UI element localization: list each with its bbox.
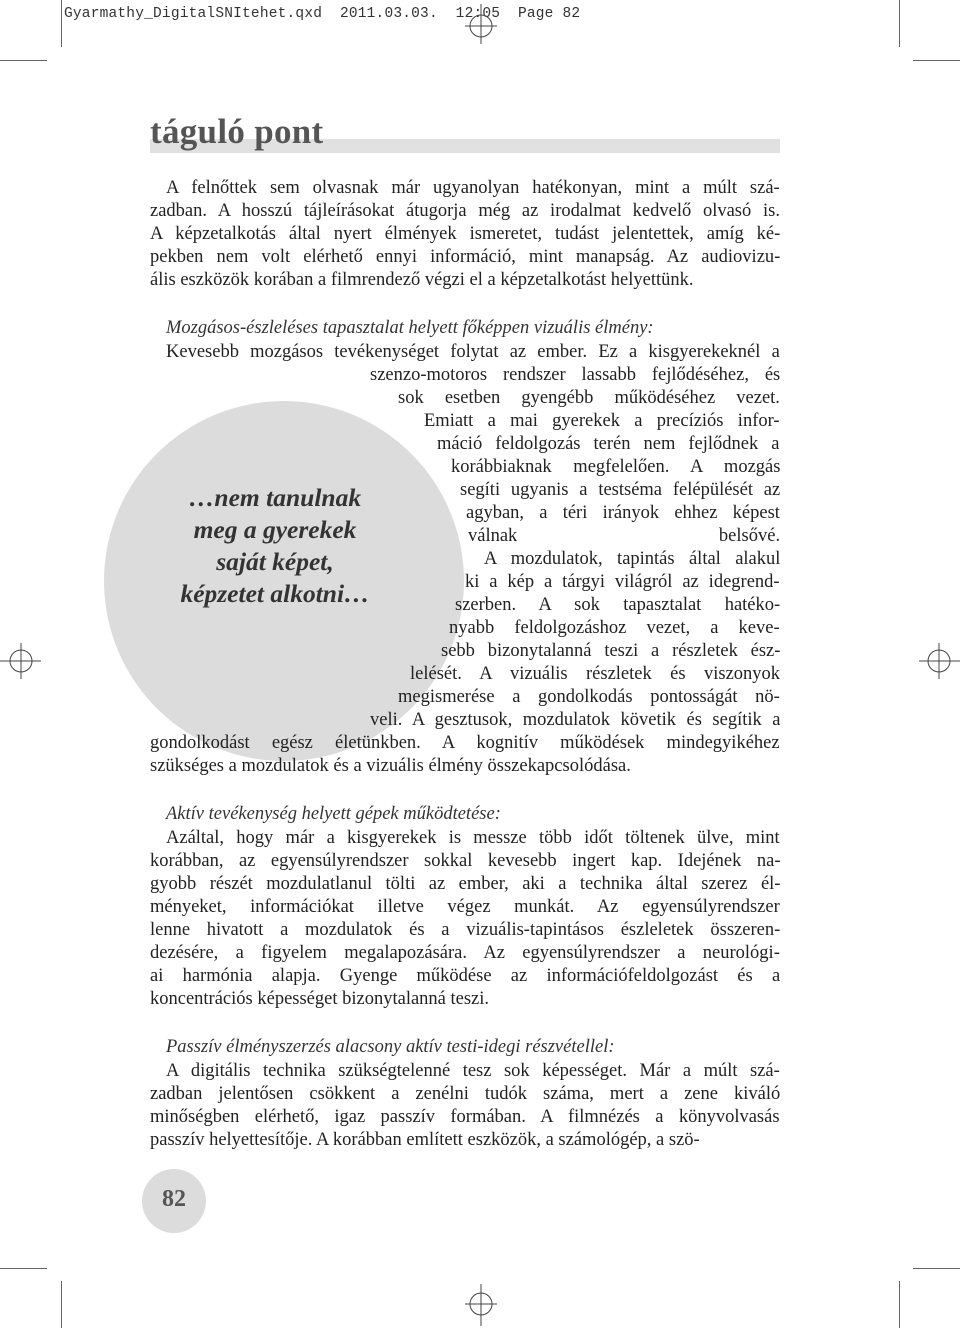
body-text-line: Emiatt a mai gyerekek a precíziós infor-	[424, 411, 780, 431]
pull-quote-line: meg a gyerekek	[193, 515, 357, 544]
body-text-line: dezésére, a figyelem megalapozására. Az egyensúlyrendszer a neurológi-	[150, 943, 780, 963]
body-text-line: A képzetalkotás által nyert élmények ismeretet, tudást jelentettek, amíg ké-	[150, 224, 781, 244]
pull-quote	[150, 482, 400, 610]
registration-mark-icon	[0, 640, 42, 682]
body-text-line: zadban jelentősen csökkent a zenélni tudók száma, mert a zene kiváló	[150, 1084, 781, 1104]
crop-mark	[61, 1281, 62, 1328]
pull-quote-line: képzetet alkotni…	[180, 579, 370, 608]
body-text-line: sebb bizonytalanná teszi a részletek ész-	[441, 641, 781, 661]
pull-quote-line: saját képet,	[216, 547, 334, 576]
body-text-line: pekben nem volt elérhető ennyi információ, mint manapság. Az audiovizu-	[150, 247, 781, 267]
body-text-line: megismerése a gondolkodás pontosságát nö-	[398, 687, 780, 707]
body-text-line: segíti ugyanis a testséma felépülését az	[460, 480, 781, 500]
body-text-line: szerben. A sok tapasztalat hatéko-	[455, 595, 781, 615]
body-text-line: A felnőttek sem olvasnak már ugyanolyan hatékonyan, mint a múlt szá-	[166, 178, 780, 198]
body-text-line: ai harmónia alapja. Gyenge működése az információfeldolgozást és a	[150, 966, 781, 986]
body-text-line: ményeket, információkat illetve végez munkát. Az egyensúlyrendszer	[150, 897, 780, 917]
crop-mark	[0, 60, 47, 61]
body-text-line: agyban, a téri irányok ehhez képest	[466, 503, 780, 523]
body-text-line: válnak belsővé.	[468, 526, 781, 546]
body-text-line: A mozdulatok, tapintás által alakul	[484, 549, 781, 569]
subheading: Mozgásos-észleléses tapasztalat helyett főképpen vizuális élmény:	[166, 318, 654, 338]
registration-mark-icon	[918, 640, 960, 682]
subheading: Aktív tevékenység helyett gépek működtetése:	[166, 804, 501, 824]
body-text-line: szenzo-motoros rendszer lassabb fejlődéséhez, és	[370, 365, 781, 385]
body-text-line: lelését. A vizuális részletek és viszonyok	[410, 664, 781, 684]
crop-mark	[61, 0, 62, 47]
crop-mark	[913, 1268, 960, 1269]
body-text-line: koncentrációs képességet bizonytalanná teszi.	[150, 989, 490, 1009]
body-text-line: gyobb részét mozdulatlanul tölti az ember, aki a technika által szerez él-	[150, 874, 781, 894]
registration-mark-icon	[464, 4, 498, 44]
body-text-line: ális eszközök korában a filmrendező végzi el a képzetalkotást helyettünk.	[150, 270, 694, 290]
body-text-line: passzív helyettesítője. A korábban említett eszközök, a számológép, a szö-	[150, 1130, 700, 1150]
crop-mark	[899, 1281, 900, 1328]
file-slug: Gyarmathy_DigitalSNItehet.qxd 2011.03.03. 12:05 Page 82	[64, 6, 581, 22]
body-text-line: A digitális technika szükségtelenné tesz sok képességet. Már a múlt szá-	[166, 1061, 780, 1081]
body-text-line: gondolkodást egész életünkben. A kognitív működések mindegyikéhez	[150, 733, 780, 753]
body-text-line: korábban, az egyensúlyrendszer sokkal kevesebb ingert kap. Idejének na-	[150, 851, 781, 871]
body-text-line: nyabb feldolgozáshoz vezet, a keve-	[449, 618, 780, 638]
body-text-line: ki a kép a tárgyi világról az idegrend-	[465, 572, 780, 592]
crop-mark	[913, 60, 960, 61]
body-text-line: veli. A gesztusok, mozdulatok követik és segítik a	[370, 710, 781, 730]
crop-mark	[0, 1268, 47, 1269]
body-text-line: zadban. A hosszú tájleírásokat átugorja még az irodalmat kedvelő olvasó is.	[150, 201, 780, 221]
subheading: Passzív élményszerzés alacsony aktív testi-idegi részvétellel:	[166, 1037, 615, 1057]
registration-mark-icon	[464, 1284, 498, 1326]
crop-mark	[899, 0, 900, 47]
body-text-line: máció feldolgozás terén nem fejlődnek a	[437, 434, 780, 454]
body-text-line: lenne hivatott a mozdulatok és a vizuális-tapintásos észleletek összeren-	[150, 920, 781, 940]
body-text-line: Azáltal, hogy már a kisgyerekek is messze több időt töltenek ülve, mint	[166, 828, 780, 848]
pull-quote-line: …nem tanulnak	[188, 483, 362, 512]
section-title: táguló pont	[150, 112, 324, 151]
body-text-line: Kevesebb mozgásos tevékenységet folytat az ember. Ez a kisgyerekeknél a	[166, 342, 780, 362]
body-text-line: szükséges a mozdulatok és a vizuális élmény összekapcsolódása.	[150, 756, 631, 776]
body-text-line: minőségben elérhető, igaz passzív formában. A filmnézés a könyvolvasás	[150, 1107, 780, 1127]
body-text-line: korábbiaknak megfelelően. A mozgás	[451, 457, 781, 477]
page-number: 82	[162, 1186, 186, 1212]
body-text-line: sok esetben gyengébb működéséhez vezet.	[398, 388, 780, 408]
